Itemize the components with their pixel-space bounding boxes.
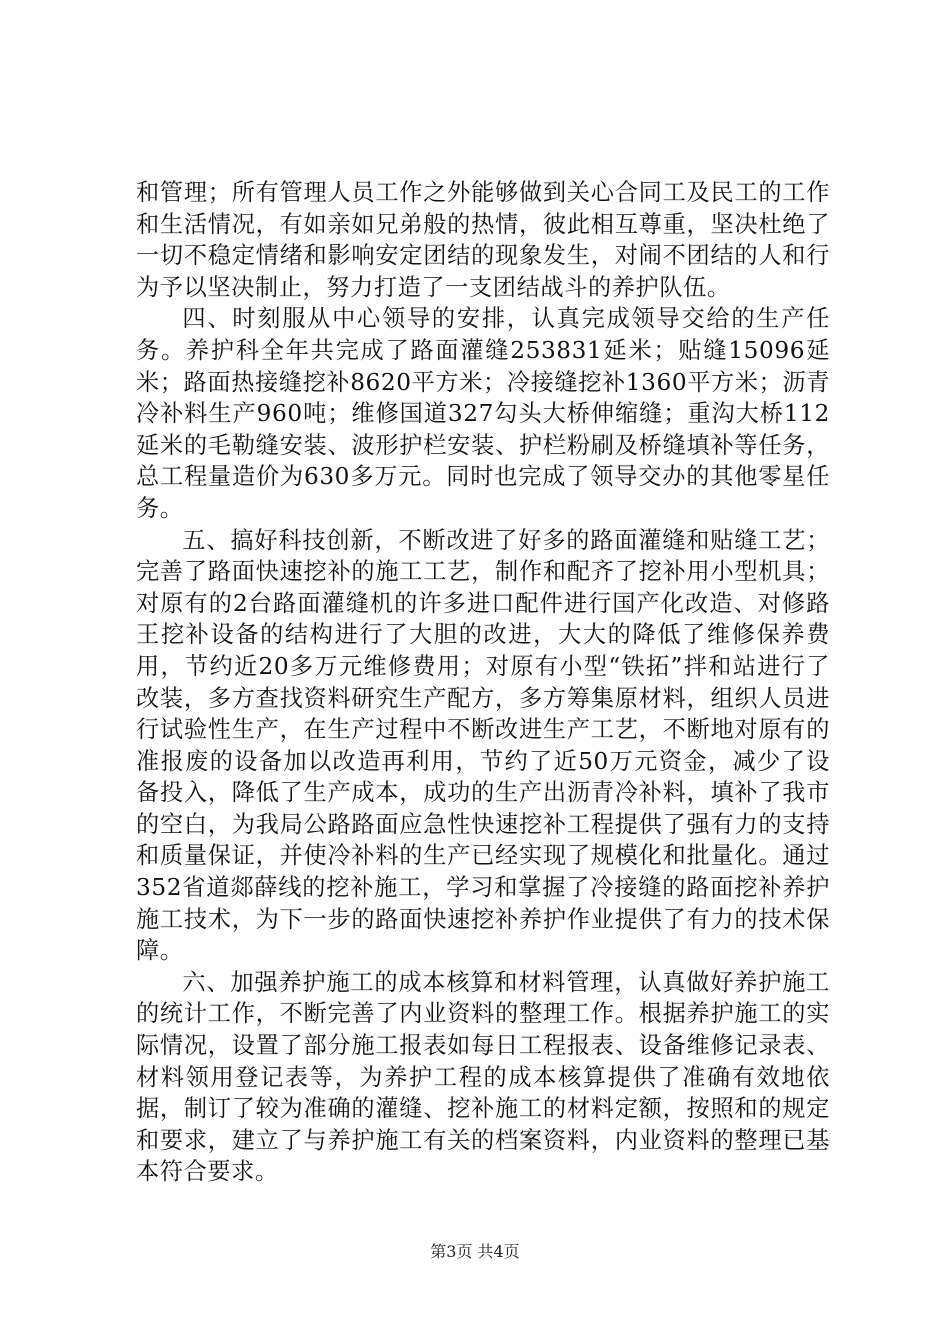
paragraph-continuation: 和管理；所有管理人员工作之外能够做到关心合同工及民工的工作和生活情况，有如亲如兄弟般的热情，彼此相互尊重，坚决杜绝了一切不稳定情绪和影响安定团结的现象发生，对闹不团结的人和行为予以坚决制止，努力打造了一支团结战斗的养护队伍。	[136, 179, 830, 301]
page-footer	[0, 1242, 950, 1262]
paragraph-section-6: 六、加强养护施工的成本核算和材料管理，认真做好养护施工的统计工作，不断完善了内业资料的整理工作。根据养护施工的实际情况，设置了部分施工报表如每日工程报表、设备维修记录表、材料领用登记表等，为养护工程的成本核算提供了准确有效地依据，制订了较为准确的灌缝、挖补施工的材料定额，按照和的规定和要求，建立了与养护施工有关的档案资料，内业资料的整理已基本符合要求。	[136, 968, 830, 1186]
paragraph-section-5: 五、搞好科技创新，不断改进了好多的路面灌缝和贴缝工艺；完善了路面快速挖补的施工工艺，制作和配齐了挖补用小型机具；对原有的2台路面灌缝机的许多进口配件进行国产化改造、对修路王挖补设备的结构进行了大胆的改进，大大的降低了维修保养费用，节约近20多万元维修费用；对原有小型“铁拓”拌和站进行了改装，多方查找资料研究生产配方，多方筹集原材料，组织人员进行试验性生产，在生产过程中不断改进生产工艺，不断地对原有的准报废的设备加以改造再利用，节约了近50万元资金，减少了设备投入，降低了生产成本，成功的生产出沥青冷补料，填补了我市的空白，为我局公路路面应急性快速挖补工程提供了强有力的支持和质量保证，并使冷补料的生产已经实现了规模化和批量化。通过352省道郯薛线的挖补施工，学习和掌握了冷接缝的路面挖补养护施工技术，为下一步的路面快速挖补养护作业提供了有力的技术保障。	[136, 526, 830, 965]
page-number-label: 第3页 共4页	[430, 1242, 520, 1261]
document-body	[136, 177, 830, 1188]
paragraph-section-4: 四、时刻服从中心领导的安排，认真完成领导交给的生产任务。养护科全年共完成了路面灌缝253831延米；贴缝15096延米；路面热接缝挖补8620平方米；冷接缝挖补1360平方米；沥青冷补料生产960吨；维修国道327勾头大桥伸缩缝；重沟大桥112延米的毛勒缝安装、波形护栏安装、护栏粉刷及桥缝填补等任务，总工程量造价为630多万元。同时也完成了领导交办的其他零星任务。	[136, 305, 830, 522]
